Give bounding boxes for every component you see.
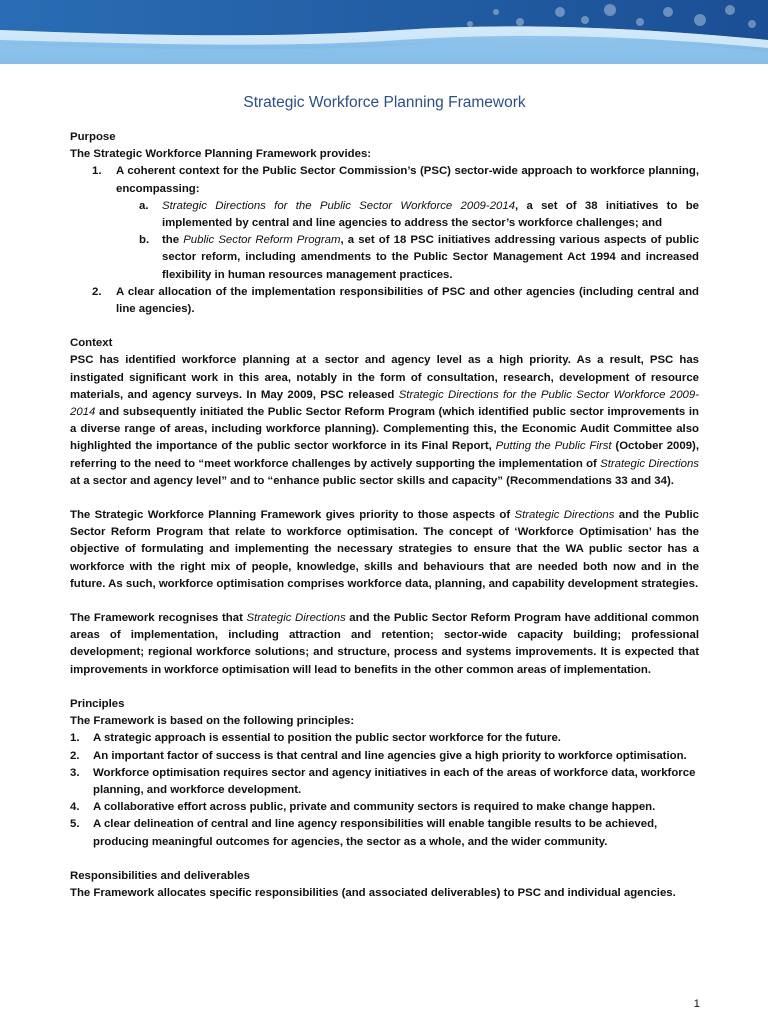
purpose-list [70, 163, 699, 318]
strategic-directions-title: Strategic Directions for the Public Sector Workforce 2009-2014 [162, 199, 516, 212]
purpose-heading: Purpose [70, 131, 116, 143]
reform-program-title: Public Sector Reform Program [183, 234, 341, 247]
italic-run: Strategic Directions for the Public Sector Workforce 2009-2014 [70, 388, 699, 419]
text-run: and subsequently initiated the Public Sector Reform Program (which identified public sector improvements in a diverse range of areas, including workforce planning). Complementing this, the Economic Audit Committee also highlighted the importance of the public sector workforce in its Final Report, [70, 406, 699, 453]
principles-list [70, 730, 699, 850]
page-title: Strategic Workforce Planning Framework [243, 94, 526, 111]
principle-text: Workforce optimisation requires sector and agency initiatives in each of the areas of workforce data, workforce planning, and workforce development. [93, 766, 696, 796]
list-marker: 1. [70, 732, 80, 745]
list-marker: 3. [70, 766, 80, 779]
principle-item [70, 816, 699, 850]
italic-run: Strategic Directions [600, 457, 699, 470]
principle-text: A collaborative effort across public, private and community sectors is required to make change happen. [93, 801, 656, 814]
purpose-subitem-a [116, 198, 699, 232]
header-banner [0, 0, 768, 64]
list-marker: a. [139, 199, 149, 212]
italic-run: Strategic Directions [514, 509, 615, 522]
wave-banner-graphic [0, 0, 768, 64]
document-body [70, 92, 699, 902]
text-run: and the Public Sector Reform Program have additional common areas of implementation, including attraction and retention; sector-wide capacity building; professional development; regional workforce solutions; and structure, process and systems improvements. It is expected that improvements in workforce optimisation will lead to benefits in the other common areas of implementation. [70, 612, 699, 676]
text-run: (October 2009), referring to the need to “meet workforce challenges by actively supporting the implementation of [70, 440, 699, 470]
purpose-intro: The Strategic Workforce Planning Framework provides: [70, 148, 372, 161]
purpose-subitem-b-pre: the [162, 234, 184, 247]
text-run: PSC has identified workforce planning at a sector and agency level as a high priority. As a result, PSC has instigated significant work in this area, notably in the form of consultation, research, development of resource materials, and agency surveys. In May 2009, PSC released [70, 354, 699, 401]
responsibilities-heading: Responsibilities and deliverables [70, 869, 250, 882]
list-marker: 5. [70, 818, 80, 831]
page-number: 1 [693, 998, 700, 1010]
list-marker: b. [139, 234, 150, 247]
italic-run: Strategic Directions [246, 612, 346, 625]
context-paragraph-3 [70, 610, 699, 679]
purpose-subitem-b-text: , a set of 18 PSC initiatives addressing various aspects of public sector reform, including amendments to the Public Sector Management Act 1994 and increased flexibility in human resources management practices. [162, 234, 699, 281]
principle-item [70, 730, 699, 747]
purpose-item-1 [70, 163, 699, 283]
text-run: The Framework recognises that [70, 612, 247, 625]
principle-text: A clear delineation of central and line agency responsibilities will enable tangible results to be achieved, producing meaningful outcomes for agencies, the sector as a whole, and the wider community. [93, 818, 658, 848]
principle-text: A strategic approach is essential to position the public sector workforce for the future. [93, 732, 561, 745]
list-marker: 2. [92, 285, 102, 298]
text-run: The Strategic Workforce Planning Framework gives priority to those aspects of [70, 509, 515, 522]
responsibilities-text: The Framework allocates specific responsibilities (and associated deliverables) to PSC and individual agencies. [70, 886, 676, 899]
italic-run: Putting the Public First [495, 440, 612, 453]
principle-item [70, 748, 699, 765]
principle-item [70, 765, 699, 799]
purpose-item-1-text: A coherent context for the Public Sector Commission’s (PSC) sector-wide approach to workforce planning, encompassing: [116, 165, 699, 195]
context-paragraph-1 [70, 352, 699, 490]
list-marker: 1. [92, 165, 102, 178]
text-run: and the Public Sector Reform Program that relate to workforce optimisation. The concept of ‘Workforce Optimisation’ has the objective of formulating and implementing the necessary strategies to ensure that the WA public sector has a workforce with the right mix of people, knowledge, skills and behaviours that are needed both now and in the future. As such, workforce optimisation comprises workforce data, planning, and capability development strategies. [70, 509, 699, 590]
principle-item [70, 799, 699, 816]
list-marker: 2. [70, 749, 80, 762]
principles-heading: Principles [70, 697, 125, 710]
context-heading: Context [70, 337, 113, 350]
purpose-item-2 [70, 284, 699, 318]
principles-intro: The Framework is based on the following principles: [70, 715, 355, 728]
principle-text: An important factor of success is that central and line agencies give a high priority to workforce optimisation. [93, 749, 687, 762]
purpose-sublist [116, 198, 699, 284]
context-paragraph-2 [70, 507, 699, 593]
purpose-subitem-a-text: , a set of 38 initiatives to be implemented by central and line agencies to address the sector’s workforce challenges; and [162, 199, 699, 230]
list-marker: 4. [70, 801, 80, 814]
purpose-item-2-text: A clear allocation of the implementation responsibilities of PSC and other agencies (including central and line agencies). [116, 285, 699, 316]
purpose-subitem-b [116, 232, 699, 284]
text-run: at a sector and agency level” and to “enhance public sector skills and capacity” (Recommendations 33 and 34). [70, 474, 674, 487]
